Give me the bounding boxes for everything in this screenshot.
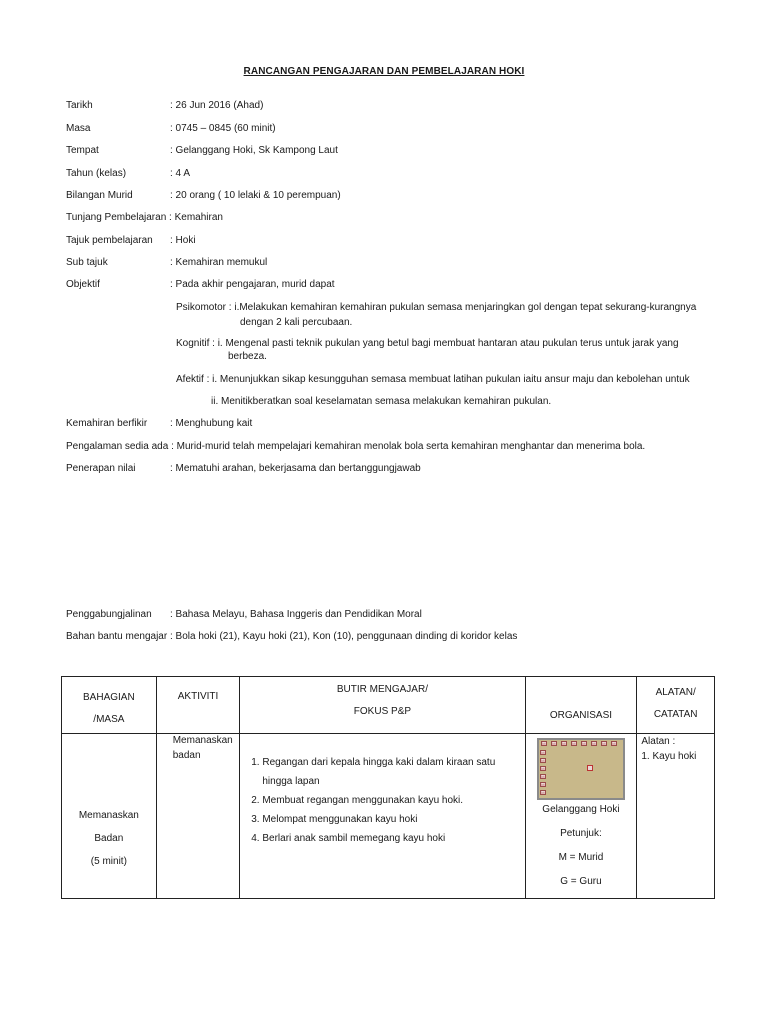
murid-marker: M xyxy=(541,750,545,755)
lesson-table xyxy=(61,676,715,899)
tarikh-label: Tarikh xyxy=(66,100,93,111)
penerapan-value: : Mematuhi arahan, bekerjasama dan bertanggungjawab xyxy=(170,463,421,474)
kemahiran-label: Kemahiran berfikir xyxy=(66,418,148,429)
alatan-line2: 1. Kayu hoki xyxy=(641,751,697,762)
cell-alatan xyxy=(637,734,715,899)
step-item: 1. Regangan dari kepala hingga kaki dalam kiraan satu hingga lapan xyxy=(262,753,524,791)
header-butir-line1: BUTIR MENGAJAR/ xyxy=(336,684,428,695)
murid-marker: M xyxy=(552,741,556,746)
tarikh-value: : 26 Jun 2016 (Ahad) xyxy=(170,100,264,111)
objective-kognitif-cont: berbeza. xyxy=(228,351,267,362)
org-petunjuk: Petunjuk: xyxy=(560,828,602,839)
table-header-row xyxy=(62,677,715,734)
header-aktiviti xyxy=(156,677,240,734)
objective-psikomotor: Psikomotor : i.Melakukan kemahiran kemahiran pukulan semasa menjaringkan gol dengan tepat sekurang-kurangnya xyxy=(176,302,697,313)
step-item: 4. Berlari anak sambil memegang kayu hoki xyxy=(262,829,524,848)
objektif-label: Objektif xyxy=(66,279,100,290)
cell-organisasi xyxy=(525,734,637,899)
org-caption: Gelanggang Hoki xyxy=(542,804,620,815)
tahun-value: : 4 A xyxy=(170,168,191,179)
header-alatan xyxy=(637,677,715,734)
murid-marker: M xyxy=(592,741,596,746)
table-row xyxy=(62,734,715,899)
objective-kognitif: Kognitif : i. Mengenal pasti teknik pukulan yang betul bagi membuat hantaran atau pukulan terus untuk jarak yang xyxy=(176,338,679,349)
hockey-field-diagram xyxy=(537,738,625,800)
murid-marker: M xyxy=(582,741,586,746)
penggabungjalinan-label: Penggabungjalinan xyxy=(66,609,152,620)
header-aktiviti-label: AKTIVITI xyxy=(177,691,219,702)
header-bahagian-line1: BAHAGIAN xyxy=(83,692,135,703)
bilangan-label: Bilangan Murid xyxy=(66,190,133,201)
penggabungjalinan-value: : Bahasa Melayu, Bahasa Inggeris dan Pendidikan Moral xyxy=(170,609,422,620)
subtajuk-value: : Kemahiran memukul xyxy=(170,257,268,268)
cell-butir xyxy=(240,734,525,899)
header-butir xyxy=(240,677,525,734)
murid-marker: M xyxy=(541,782,545,787)
masa-value: : 0745 – 0845 (60 minit) xyxy=(170,123,276,134)
step-item: 3. Melompat menggunakan kayu hoki xyxy=(262,810,524,829)
cell-bahagian xyxy=(62,734,157,899)
bilangan-value: : 20 orang ( 10 lelaki & 10 perempuan) xyxy=(170,190,341,201)
murid-marker: M xyxy=(541,774,545,779)
tajuk-label: Tajuk pembelajaran xyxy=(66,235,153,246)
header-organisasi-label: ORGANISASI xyxy=(549,710,613,721)
header-organisasi xyxy=(525,677,637,734)
masa-label: Masa xyxy=(66,123,91,134)
header-bahagian xyxy=(62,677,157,734)
info-pengalaman: Pengalaman sedia ada : Murid-murid telah mempelajari kemahiran menolak bola serta kemahiran menghantar dan menerima bola. xyxy=(66,441,646,452)
objective-afektif: Afektif : i. Menunjukkan sikap kesungguhan semasa membuat latihan pukulan iaitu ansur maju dan kebolehan untuk xyxy=(176,374,690,385)
murid-marker: M xyxy=(612,741,616,746)
bahagian-line1: Memanaskan xyxy=(78,810,139,821)
info-bahan: Bahan bantu mengajar : Bola hoki (21), Kayu hoki (21), Kon (10), penggunaan dinding di koridor kelas xyxy=(66,631,518,642)
kemahiran-value: : Menghubung kait xyxy=(170,418,253,429)
murid-marker: M xyxy=(541,790,545,795)
objective-psikomotor-cont: dengan 2 kali percubaan. xyxy=(240,317,353,328)
murid-marker: M xyxy=(602,741,606,746)
cell-aktiviti xyxy=(156,734,240,899)
objektif-value: : Pada akhir pengajaran, murid dapat xyxy=(170,279,335,290)
tempat-value: : Gelanggang Hoki, Sk Kampong Laut xyxy=(170,145,338,156)
murid-marker: M xyxy=(572,741,576,746)
objective-afektif-cont: ii. Menitikberatkan soal keselamatan semasa melakukan kemahiran pukulan. xyxy=(211,396,552,407)
tahun-label: Tahun (kelas) xyxy=(66,168,127,179)
tajuk-value: : Hoki xyxy=(170,235,196,246)
org-legend-m: M = Murid xyxy=(558,852,604,863)
header-bahagian-line2: /MASA xyxy=(93,714,125,725)
bahagian-line3: (5 minit) xyxy=(90,856,127,867)
step-item: 2. Membuat regangan menggunakan kayu hoki. xyxy=(262,791,524,810)
guru-marker xyxy=(587,765,593,771)
murid-marker: M xyxy=(562,741,566,746)
page-title: RANCANGAN PENGAJARAN DAN PEMBELAJARAN HOKI xyxy=(243,66,525,77)
info-tunjang: Tunjang Pembelajaran : Kemahiran xyxy=(66,212,223,223)
org-legend-g: G = Guru xyxy=(560,876,602,887)
bahagian-line2: Badan xyxy=(94,833,124,844)
murid-marker: M xyxy=(541,766,545,771)
header-alatan-line1: ALATAN/ xyxy=(655,687,696,698)
aktiviti-text: Memanaskan badan xyxy=(172,735,233,761)
header-butir-line2: FOKUS P&P xyxy=(353,706,412,717)
steps-list xyxy=(240,753,524,848)
penerapan-label: Penerapan nilai xyxy=(66,463,136,474)
alatan-line1: Alatan : xyxy=(641,736,676,747)
tempat-label: Tempat xyxy=(66,145,99,156)
murid-marker: M xyxy=(542,741,546,746)
header-alatan-line2: CATATAN xyxy=(653,709,698,720)
murid-marker: M xyxy=(541,758,545,763)
subtajuk-label: Sub tajuk xyxy=(66,257,108,268)
